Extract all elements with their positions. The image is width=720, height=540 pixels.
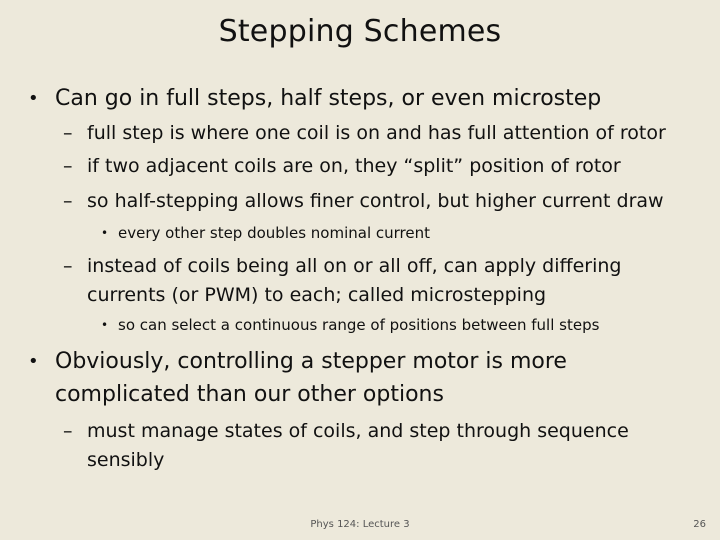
- subbullet-text: instead of coils being all on or all off, can apply differing currents (or PWM) to each; called microstepping: [87, 255, 622, 306]
- subsubbullet-text: so can select a continuous range of positions between full steps: [118, 316, 600, 334]
- slide-title: Stepping Schemes: [218, 14, 502, 49]
- subbullet-manage-states: [63, 417, 703, 475]
- bullet-text: Can go in full steps, half steps, or even microstep: [55, 86, 602, 111]
- subsubbullet-continuous-range: [101, 315, 701, 336]
- dash-marker: –: [63, 420, 73, 442]
- dash-marker: –: [63, 122, 73, 144]
- subbullet-text: must manage states of coils, and step through sequence sensibly: [87, 420, 629, 471]
- page-number: 26: [693, 519, 706, 530]
- bullet-marker: •: [28, 351, 39, 372]
- small-bullet-marker: •: [101, 226, 109, 240]
- subbullet-text: if two adjacent coils are on, they “split” position of rotor: [87, 155, 621, 177]
- subsubbullet-text: every other step doubles nominal current: [118, 224, 431, 242]
- dash-marker: –: [63, 255, 73, 277]
- bullet-text: Obviously, controlling a stepper motor is more complicated than our other options: [55, 349, 567, 407]
- subbullet-full-step: [63, 119, 703, 148]
- bullet-marker: •: [28, 88, 39, 109]
- subbullet-adjacent-coils: [63, 152, 703, 181]
- footer-course-label: Phys 124: Lecture 3: [310, 519, 410, 530]
- subbullet-text: so half-stepping allows finer control, but higher current draw: [87, 190, 664, 212]
- bullet-controlling-complicated: [28, 345, 698, 411]
- bullet-full-half-micro: [28, 82, 698, 115]
- subbullet-half-stepping: [63, 187, 703, 216]
- subbullet-text: full step is where one coil is on and has full attention of rotor: [87, 122, 666, 144]
- dash-marker: –: [63, 155, 73, 177]
- subbullet-microstepping: [63, 252, 703, 310]
- subsubbullet-doubles-current: [101, 223, 701, 244]
- dash-marker: –: [63, 190, 73, 212]
- small-bullet-marker: •: [101, 318, 109, 332]
